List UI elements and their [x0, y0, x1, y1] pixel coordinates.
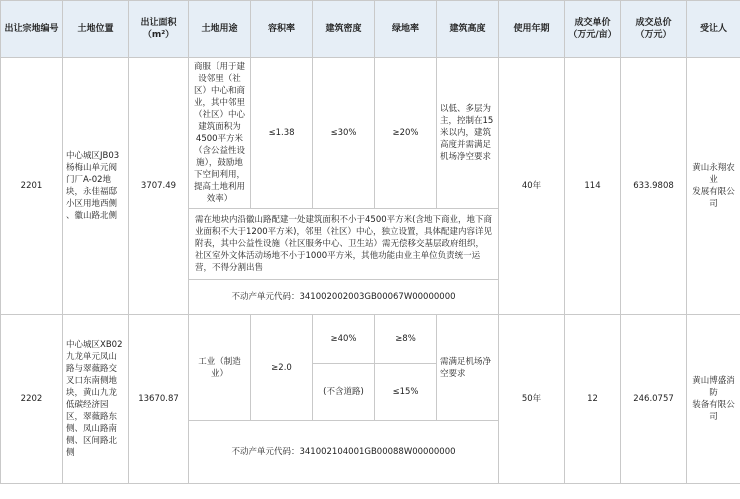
header-unit-price: 成交单价 （万元/亩）: [565, 1, 621, 58]
parcel-green: ≥20%: [375, 58, 437, 209]
parcel-id: 2201: [1, 58, 63, 315]
parcel-area: 13670.87: [129, 315, 189, 484]
header-height: 建筑高度: [437, 1, 499, 58]
parcel-green-note: (不含道路): [313, 364, 375, 421]
header-use: 土地用途: [189, 1, 251, 58]
parcel-total-price: 246.0757: [621, 315, 687, 484]
parcel-total-price: 633.9808: [621, 58, 687, 315]
parcel-density: ≥40%: [313, 315, 375, 364]
parcel-buyer: 黄山永翔农业 发展有限公司: [687, 58, 740, 315]
parcel-far: ≥2.0: [251, 315, 313, 421]
parcel-id: 2202: [1, 315, 63, 484]
parcel-unit-price: 12: [565, 315, 621, 484]
header-row: [1, 1, 740, 58]
header-buyer: 受让人: [687, 1, 740, 58]
table-row: [1, 58, 740, 209]
parcel-height: 以低、多层为 主，控制在15 米以内，建筑 高度并需满足 机场净空要求: [437, 58, 499, 209]
parcel-area: 3707.49: [129, 58, 189, 315]
parcel-green-limit: ≤15%: [375, 364, 437, 421]
parcel-density: ≤30%: [313, 58, 375, 209]
parcel-use: 商服〔用于建 设邻里（社 区）中心和商 业，其中邻里 （社区）中心 建筑面积为 4500平方米 （含公益性设 施），鼓励地 下空间利用， 提高土地利用 效率）: [189, 58, 251, 209]
parcel-use: 工业（制造 业）: [189, 315, 251, 421]
parcel-height: 需满足机场净 空要求: [437, 315, 499, 421]
parcel-buyer: 黄山博盛消防 装备有限公司: [687, 315, 740, 484]
parcel-term: 40年: [499, 58, 565, 315]
parcel-unit-code: 不动产单元代码：341002104001GB00088W00000000: [189, 421, 499, 484]
header-location: 土地位置: [63, 1, 129, 58]
parcel-green: ≥8%: [375, 315, 437, 364]
parcel-far: ≤1.38: [251, 58, 313, 209]
header-term: 使用年期: [499, 1, 565, 58]
parcel-note: 需在地块内沿徽山路配建一处建筑面积不小于4500平方米(含地下商业，地下商业面积不大于1200平方米)，邻里（社区）中心，独立设置，具体配建内容详见附表，其中公益性设施（社区服务中心、卫生站）需无偿移交基层政府组织，社区室外文体活动场地不小于1000平方米，其他功能由业主单位负责统一运营，不得分割出售: [189, 209, 499, 280]
parcel-unit-price: 114: [565, 58, 621, 315]
header-far: 容积率: [251, 1, 313, 58]
parcel-location: 中心城区XB02 九龙单元凤山 路与翠薇路交 叉口东南侧地 块，黄山九龙 低碳经济园 区，翠薇路东 侧、凤山路南 侧、区间路北 侧: [63, 315, 129, 484]
header-density: 建筑密度: [313, 1, 375, 58]
parcel-unit-code: 不动产单元代码：341002002003GB00067W00000000: [189, 280, 499, 315]
parcel-location: 中心城区JB03 杨梅山单元阀 门厂A-02地 块，永佳福邸 小区用地西侧 、徽山路北侧: [63, 58, 129, 315]
parcel-term: 50年: [499, 315, 565, 484]
header-area: 出让面积（m²）: [129, 1, 189, 58]
table-row: [1, 315, 740, 364]
header-id: 出让宗地编号: [1, 1, 63, 58]
header-total-price: 成交总价 （万元）: [621, 1, 687, 58]
header-green: 绿地率: [375, 1, 437, 58]
